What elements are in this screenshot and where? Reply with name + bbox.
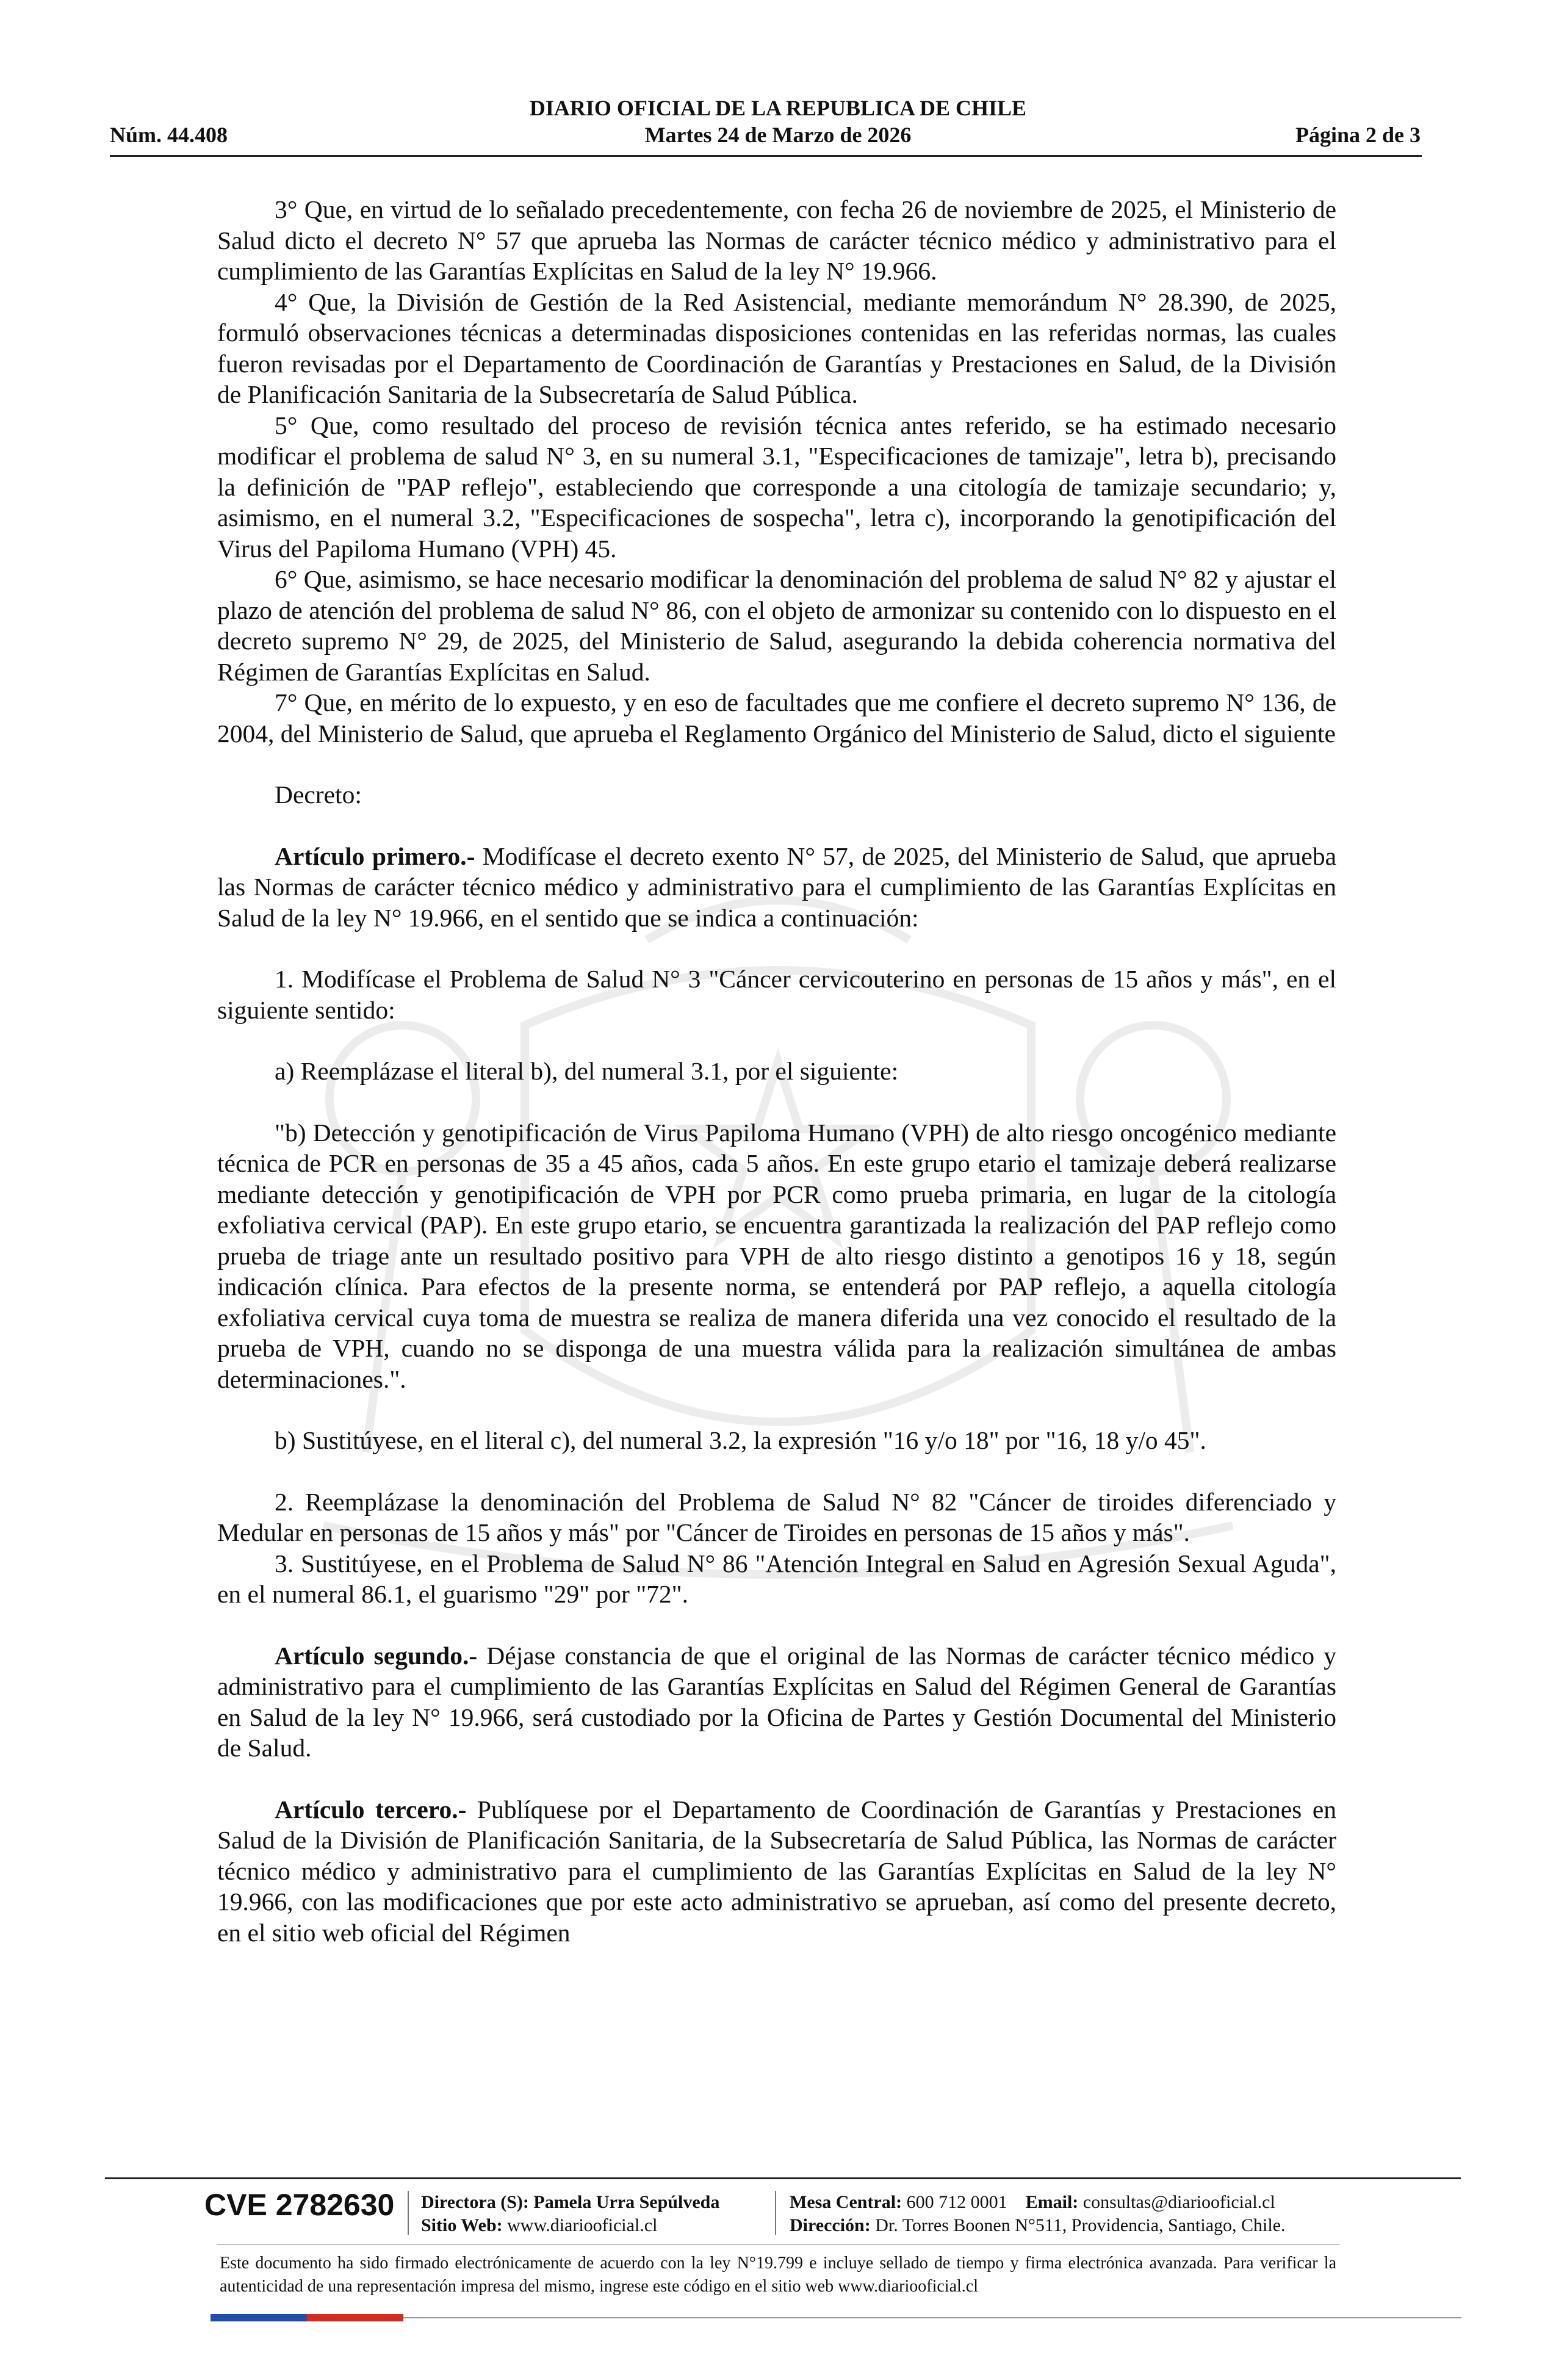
email-link[interactable]: consultas@diariooficial.cl: [1082, 2192, 1275, 2212]
newspaper-title: DIARIO OFICIAL DE LA REPUBLICA DE CHILE: [529, 96, 1027, 120]
address-label: Dirección:: [790, 2215, 871, 2235]
replacement-quote: "b) Detección y genotipificación de Virus Papiloma Humano (VPH) de alto riesgo oncogénico mediante técnica de PCR en personas de 35 a 45 años, cada 5 años. En este grupo etario el tamizaje deberá realizarse mediante detección y genotipificación de VPH por PCR como prueba primaria, en lugar de la citología exfoliativa cervical (PAP). En este grupo etario, se encuentra garantizada la realización del PAP reflejo como prueba de triage ante un resultado positivo para VPH de alto riesgo distinto a genotipos 16 y 18, según indicación clínica. Para efectos de la presente norma, se entenderá por PAP reflejo, a aquella citología exfoliativa cervical cuya toma de muestra se realiza de manera diferida una vez conocido el resultado de la prueba de VPH, cuando no se disponga de una muestra válida para la realización simultánea de ambas determinaciones.".: [217, 1118, 1336, 1393]
website-link[interactable]: www.diariooficial.cl: [507, 2215, 658, 2235]
director-name: Directora (S): Pamela Urra Sepúlveda: [421, 2192, 720, 2212]
amendment-item-1b: b) Sustitúyese, en el literal c), del numeral 3.2, la expresión "16 y/o 18" por "16, 18 y/o 45".: [275, 1426, 1206, 1454]
article-1-text: Modifícase el decreto exento N° 57, de 2025, del Ministerio de Salud, que aprueba las Normas de carácter técnico médico y administrativo para el cumplimiento de las Garantías Explícitas en Salud de la ley N° 19.966, en el sentido que se indica a continuación:: [217, 842, 1336, 932]
amendment-item-1a: a) Reemplázase el literal b), del numeral 3.1, por el siguiente:: [275, 1057, 899, 1085]
article-3-text: Publíquese por el Departamento de Coordinación de Garantías y Prestaciones en Salud de la División de Planificación Sanitaria, de la Subsecretaría de Salud Pública, las Normas de carácter técnico médico y administrativo para el cumplimiento de las Garantías Explícitas en Salud de la ley N° 19.966, con las modificaciones que por este acto administrativo se aprueban, así como del presente decreto, en el sitio web oficial del Régimen: [217, 1795, 1336, 1947]
article-2-label: Artículo segundo.-: [275, 1641, 478, 1670]
recital-4: 4° Que, la División de Gestión de la Red Asistencial, mediante memorándum N° 28.390, de 2025, formuló observaciones técnicas a determinadas disposiciones contenidas en las referidas normas, las cuales fueron revisadas por el Departamento de Coordinación de Garantías y Prestaciones en Salud, de la División de Planificación Sanitaria de la Subsecretaría de Salud Pública.: [217, 287, 1336, 408]
article-1: [217, 841, 1336, 934]
recital-6: 6° Que, asimismo, se hace necesario modificar la denominación del problema de salud N° 82 y ajustar el plazo de atención del problema de salud N° 86, con el objeto de armonizar su contenido con lo dispuesto en el decreto supremo N° 29, de 2025, del Ministerio de Salud, asegurando la debida coherencia normativa del Régimen de Garantías Explícitas en Salud.: [217, 565, 1336, 686]
phone-label: Mesa Central:: [790, 2192, 902, 2212]
decree-body: [217, 194, 1336, 1948]
issue-date: Martes 24 de Marzo de 2026: [644, 123, 912, 147]
decree-heading: Decreto:: [275, 781, 362, 809]
issue-number: Núm. 44.408: [110, 123, 228, 147]
article-1-label: Artículo primero.-: [275, 842, 475, 870]
article-3-label: Artículo tercero.-: [275, 1795, 467, 1823]
footer-divider: [105, 2177, 1461, 2179]
recital-5: 5° Que, como resultado del proceso de revisión técnica antes referido, se ha estimado necesario modificar el problema de salud N° 3, en su numeral 3.1, "Especificaciones de tamizaje", letra b), precisando la definición de "PAP reflejo", estableciendo que corresponde a una citología de tamizaje secundario; y, asimismo, en el numeral 3.2, "Especificaciones de sospecha", letra c), incorporando la genotipificación del Virus del Papiloma Humano (VPH) 45.: [217, 411, 1336, 563]
address-value: Dr. Torres Boonen N°511, Providencia, Santiago, Chile.: [875, 2215, 1286, 2235]
phone-value: 600 712 0001: [906, 2192, 1007, 2212]
website-label: Sitio Web:: [421, 2215, 503, 2235]
page-indicator: Página 2 de 3: [1295, 123, 1421, 147]
article-3: [217, 1794, 1336, 1949]
electronic-signature-note: Este documento ha sido firmado electrónicamente de acuerdo con la ley N°19.799 e incluye sellado de tiempo y firma electrónica avanzada. Para verificar la autenticidad de una representación impresa del mismo, ingrese este código en el sitio web www.diariooficial.cl: [220, 2254, 1336, 2296]
email-label: Email:: [1025, 2192, 1079, 2212]
recital-7: 7° Que, en mérito de lo expuesto, y en eso de facultades que me confiere el decreto supremo N° 136, de 2004, del Ministerio de Salud, que aprueba el Reglamento Orgánico del Ministerio de Salud, dicto el siguiente: [217, 688, 1336, 748]
amendment-item-3: 3. Sustitúyese, en el Problema de Salud N° 86 "Atención Integral en Salud en Agresión Sexual Aguda", en el numeral 86.1, el guarismo "29" por "72".: [217, 1549, 1336, 1608]
footer-separator: [408, 2191, 409, 2235]
recital-3: 3° Que, en virtud de lo señalado precedentemente, con fecha 26 de noviembre de 2025, el Ministerio de Salud dicto el decreto N° 57 que aprueba las Normas de carácter técnico médico y administrativo para el cumplimiento de las Garantías Explícitas en Salud de la ley N° 19.966.: [217, 195, 1336, 285]
footer-director-block: [421, 2191, 719, 2237]
footer-contact-block: [790, 2191, 1286, 2237]
cve-code: CVE 2782630: [204, 2188, 395, 2222]
article-2-text: Déjase constancia de que el original de las Normas de carácter técnico médico y administrativo para el cumplimiento de las Garantías Explícitas en Salud del Régimen General de Garantías en Salud de la ley N° 19.966, será custodiado por la Oficina de Partes y Gestión Documental del Ministerio de Salud.: [217, 1641, 1337, 1762]
footer-separator: [775, 2191, 776, 2235]
amendment-item-2: 2. Reemplázase la denominación del Problema de Salud N° 82 "Cáncer de tiroides diferenciado y Medular en personas de 15 años y más" por "Cáncer de Tiroides en personas de 15 años y más".: [217, 1487, 1336, 1546]
amendment-item-1: 1. Modifícase el Problema de Salud N° 3 "Cáncer cervicouterino en personas de 15 años y más", en el siguiente sentido:: [217, 965, 1336, 1024]
flag-stripe-blue: [211, 2314, 307, 2321]
flag-stripe-red: [307, 2314, 403, 2321]
article-2: [217, 1640, 1336, 1764]
header-divider: [110, 155, 1422, 157]
